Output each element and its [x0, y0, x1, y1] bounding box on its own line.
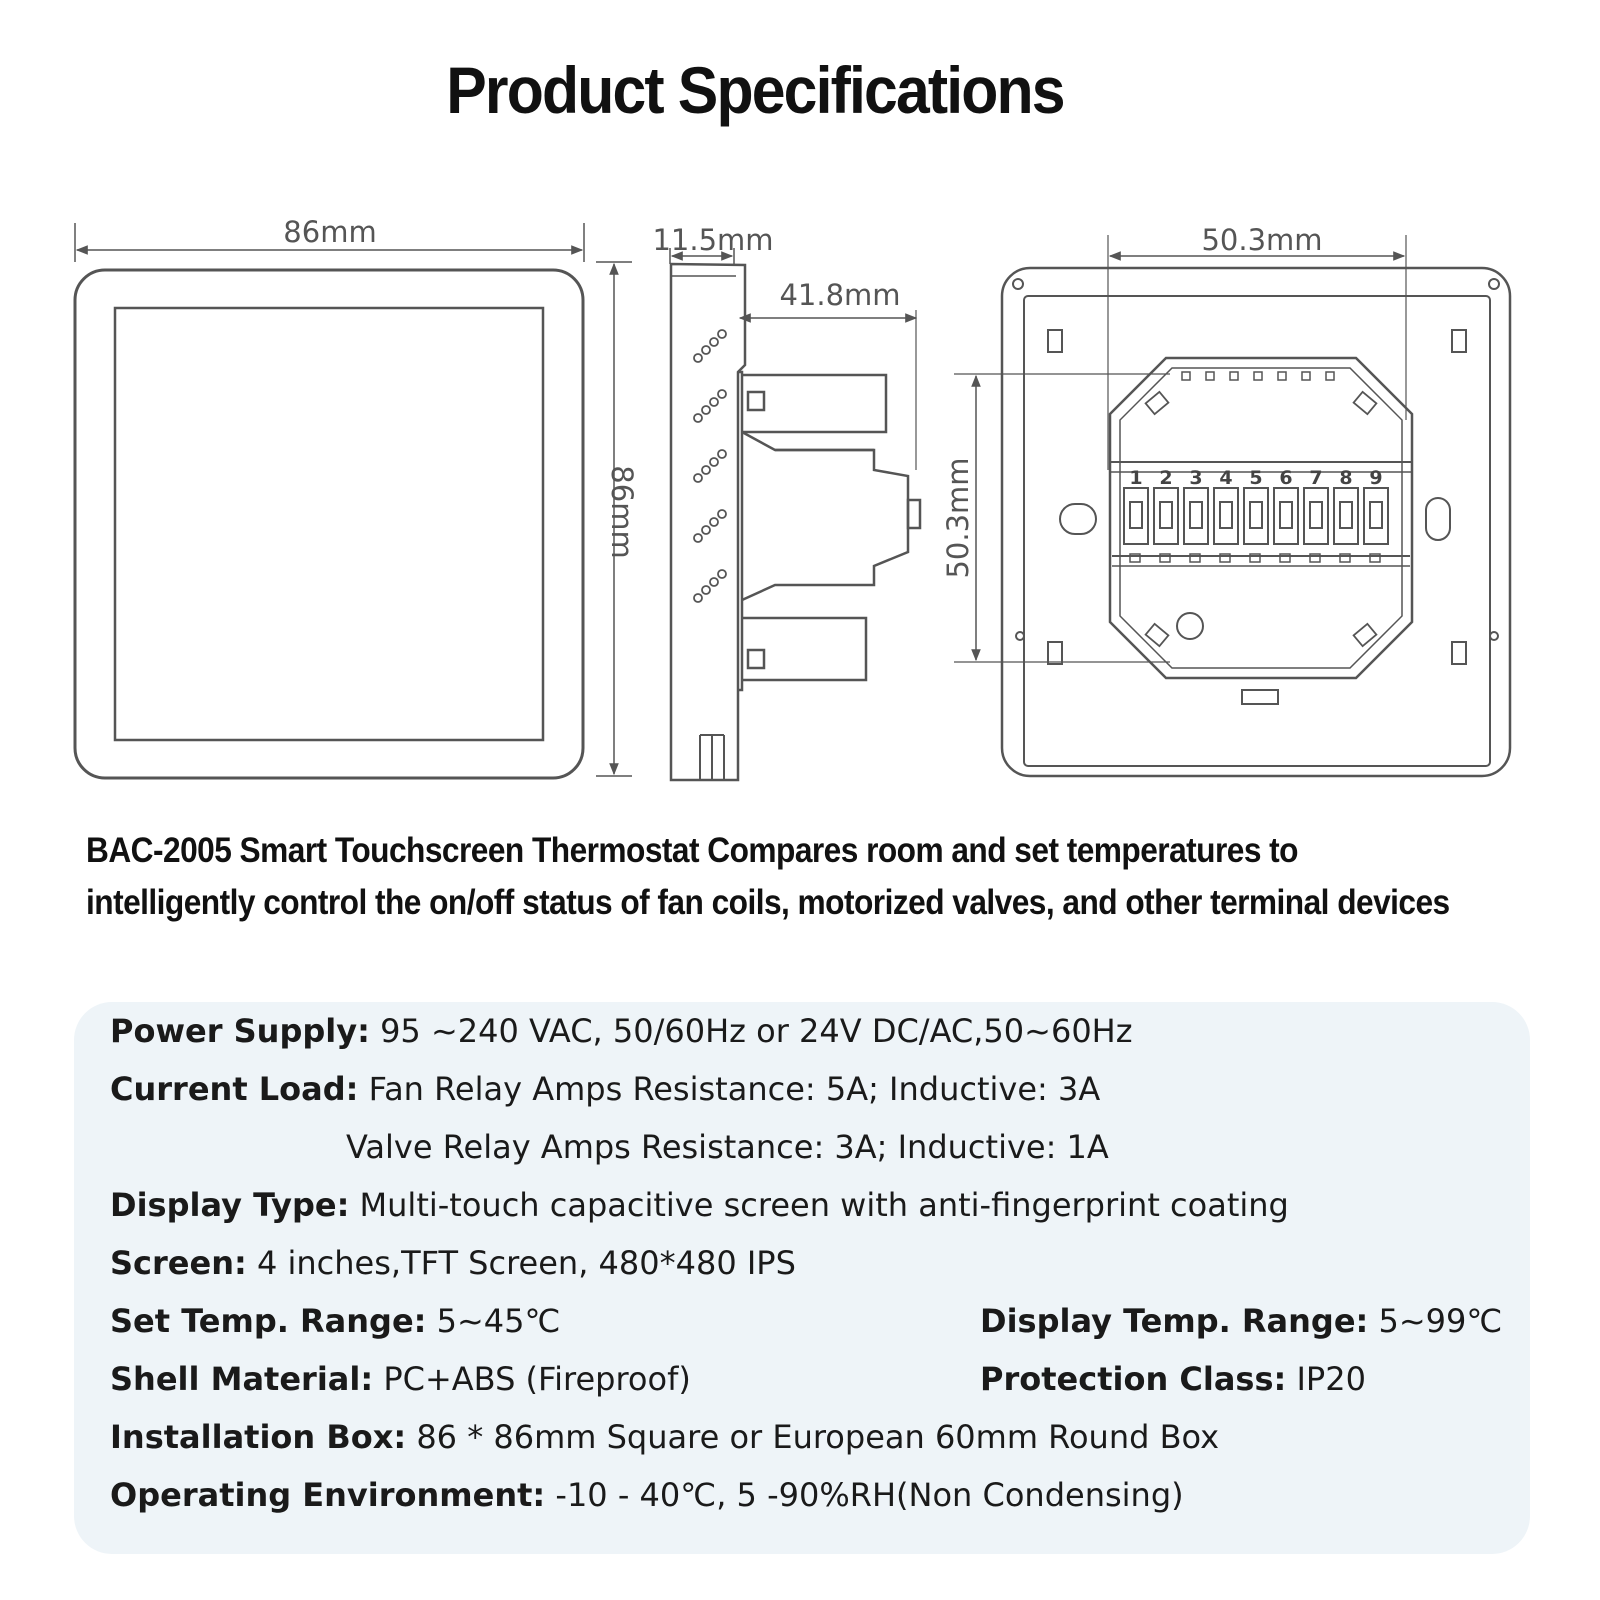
back-outer-frame	[1002, 268, 1510, 776]
terminal-number: 1	[1129, 467, 1143, 489]
front-height-label: 86mm	[605, 465, 639, 559]
spec-operating-environment	[110, 1476, 1184, 1514]
spec-label: Shell Material:	[110, 1360, 374, 1398]
spec-shell-material	[110, 1360, 691, 1398]
spec-value: -10 - 40℃, 5 -90%RH(Non Condensing)	[545, 1476, 1184, 1514]
side-view	[670, 248, 920, 780]
product-description	[86, 825, 1556, 929]
back-height-label: 50.3mm	[941, 457, 975, 579]
spec-current-load	[110, 1070, 1100, 1108]
front-outer-frame	[75, 270, 583, 778]
terminal-number: 6	[1279, 467, 1293, 489]
back-inner-frame	[1024, 296, 1490, 766]
back-center-hole	[1177, 613, 1203, 639]
spec-current-load-valve	[346, 1128, 1109, 1166]
spec-value: PC+ABS (Fireproof)	[373, 1360, 691, 1398]
spec-label: Protection Class:	[980, 1360, 1287, 1398]
spec-label: Operating Environment:	[110, 1476, 546, 1514]
spec-value: 5~45℃	[426, 1302, 561, 1340]
spec-value: 5~99℃	[1368, 1302, 1503, 1340]
back-view	[954, 235, 1510, 776]
terminal-number: 7	[1309, 467, 1323, 489]
spec-label: Display Type:	[110, 1186, 350, 1224]
spec-label: Installation Box:	[110, 1418, 407, 1456]
description-line: BAC-2005 Smart Touchscreen Thermostat Compares room and set temperatures to	[86, 831, 1298, 870]
spec-label: Display Temp. Range:	[980, 1302, 1369, 1340]
terminal-numbers	[1129, 467, 1382, 489]
right-mount-slot	[1426, 498, 1450, 540]
spec-value: 4 inches,TFT Screen, 480*480 IPS	[246, 1244, 796, 1282]
spec-value: 95 ~240 VAC, 50/60Hz or 24V DC/AC,50~60Hz	[369, 1012, 1133, 1050]
spec-display-temp-range	[980, 1302, 1502, 1340]
spec-set-temp-range	[110, 1302, 560, 1340]
front-view	[75, 223, 632, 778]
spec-label: Power Supply:	[110, 1012, 370, 1050]
side-panel-body	[671, 264, 745, 780]
front-width-label: 86mm	[283, 215, 377, 249]
back-width-label: 50.3mm	[1201, 223, 1323, 257]
terminal-number: 9	[1369, 467, 1383, 489]
spec-value: Multi-touch capacitive screen with anti-fingerprint coating	[349, 1186, 1289, 1224]
spec-value: Fan Relay Amps Resistance: 5A; Inductive: 3A	[358, 1070, 1101, 1108]
spec-display-type	[110, 1186, 1289, 1224]
spec-installation-box	[110, 1418, 1219, 1456]
left-mount-slot	[1060, 504, 1096, 534]
side-protrusion-label: 41.8mm	[779, 278, 901, 312]
spec-power-supply	[110, 1012, 1133, 1050]
front-screen	[115, 308, 543, 740]
side-vent-holes	[694, 330, 726, 602]
terminal-number: 2	[1159, 467, 1173, 489]
spec-value: Valve Relay Amps Resistance: 3A; Inductive: 1A	[346, 1128, 1109, 1166]
spec-screen	[110, 1244, 796, 1282]
terminal-number: 5	[1249, 467, 1263, 489]
spec-protection-class	[980, 1360, 1366, 1398]
terminal-number: 4	[1219, 467, 1233, 489]
terminal-number: 3	[1189, 467, 1203, 489]
spec-label: Current Load:	[110, 1070, 359, 1108]
terminal-block	[1124, 488, 1388, 544]
spec-label: Set Temp. Range:	[110, 1302, 427, 1340]
page-title: Product Specifications	[446, 53, 1064, 127]
terminal-number: 8	[1339, 467, 1353, 489]
description-line: intelligently control the on/off status of fan coils, motorized valves, and other terminal devices	[86, 883, 1450, 922]
side-housing-middle	[742, 432, 908, 600]
spec-value: IP20	[1286, 1360, 1366, 1398]
spec-label: Screen:	[110, 1244, 247, 1282]
spec-value: 86 * 86mm Square or European 60mm Round Box	[406, 1418, 1220, 1456]
bottom-clip	[1242, 690, 1278, 704]
side-depth-label: 11.5mm	[652, 223, 774, 257]
